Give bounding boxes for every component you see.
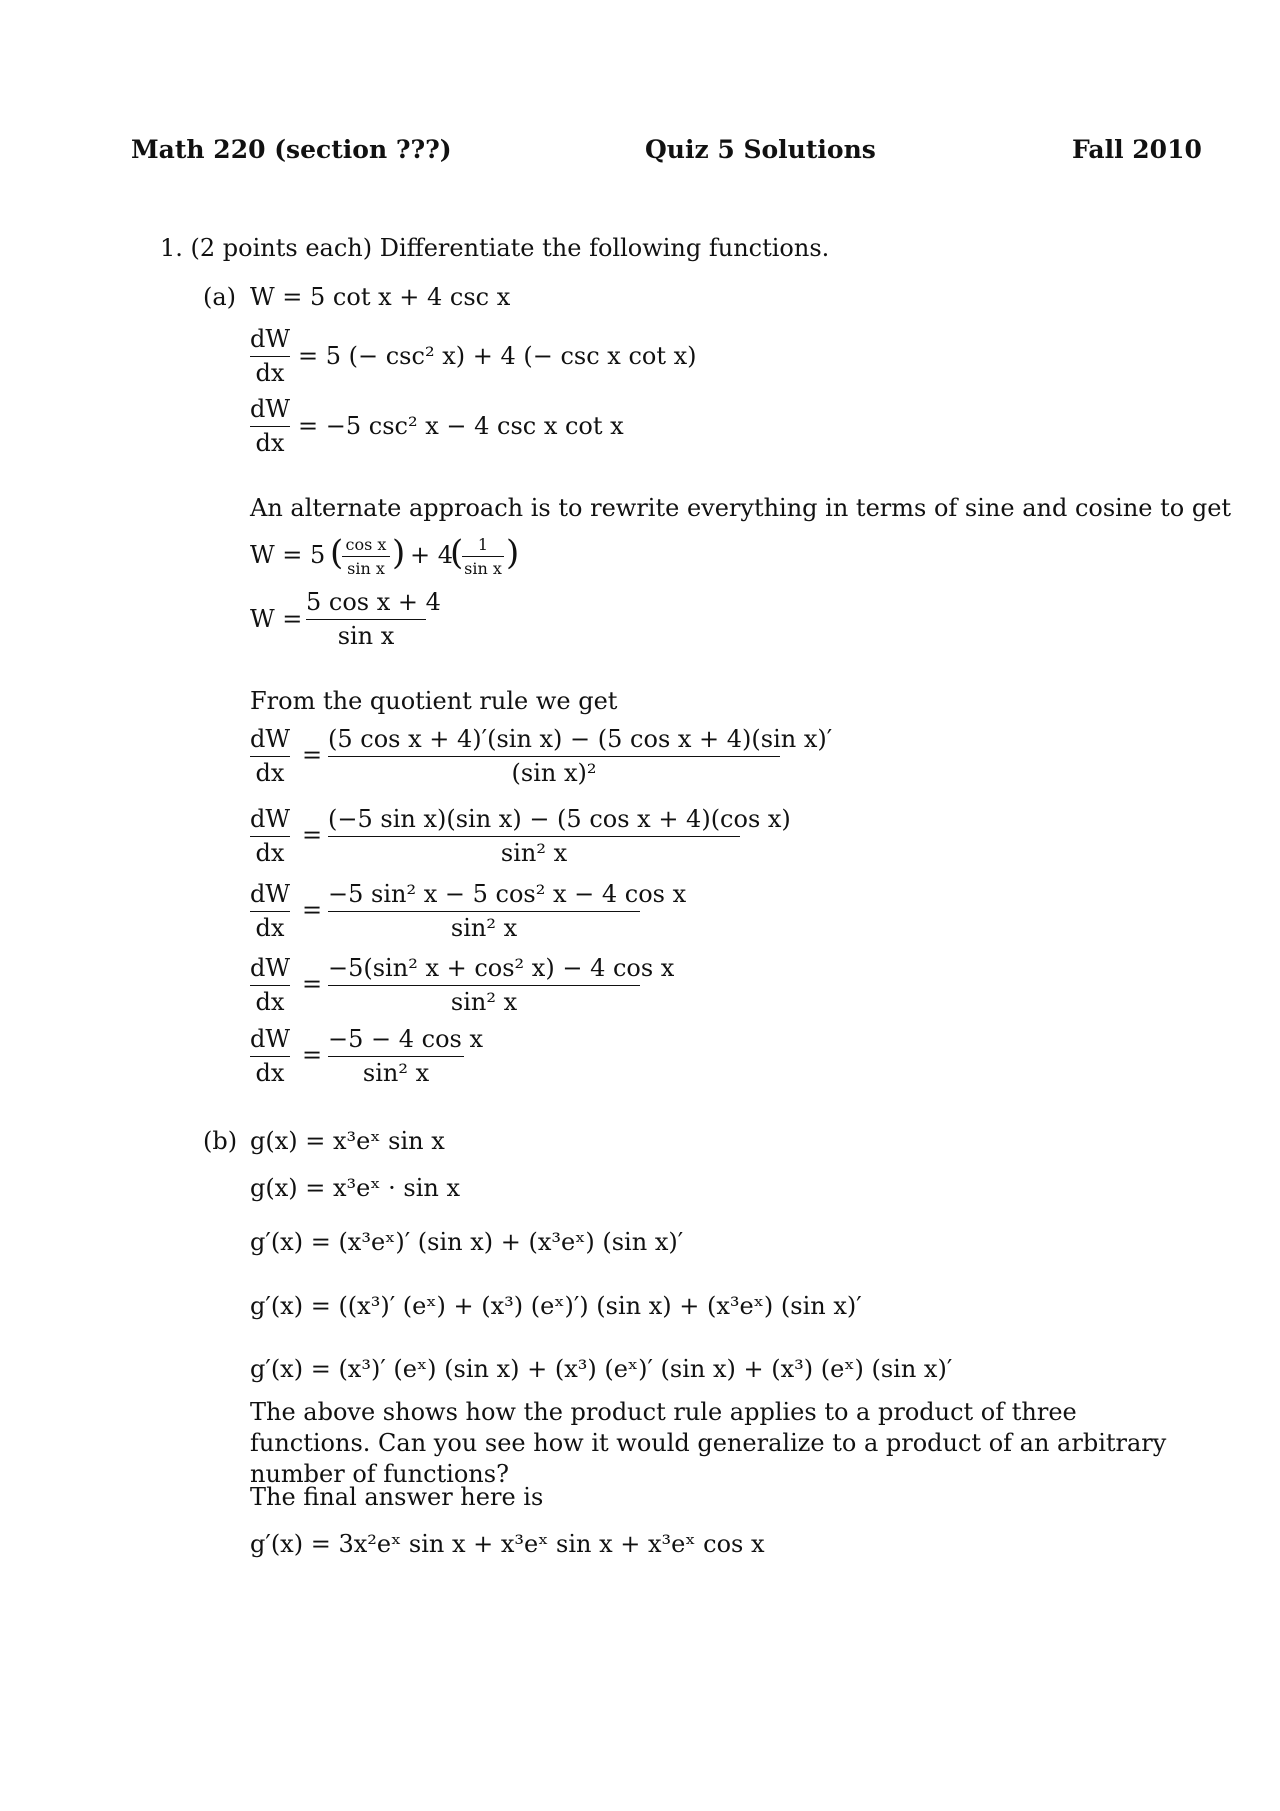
fraction-numerator: (5 cos x + 4)′(sin x) − (5 cos x + 4)(sin x)′ xyxy=(328,725,833,753)
fraction-denominator: dx xyxy=(255,428,285,457)
fraction-denominator: dx xyxy=(255,758,285,787)
paren-close: ) xyxy=(392,533,406,573)
fraction-numerator: −5 − 4 cos x xyxy=(328,1025,484,1053)
part-b-line2: g′(x) = (x³eˣ)′ (sin x) + (x³eˣ) (sin x)′ xyxy=(250,1228,684,1256)
alt-approach-text: An alternate approach is to rewrite everything in terms of sine and cosine to get xyxy=(250,494,1232,522)
fraction-bar xyxy=(250,1056,290,1057)
fraction-numerator: (−5 sin x)(sin x) − (5 cos x + 4)(cos x) xyxy=(328,805,791,833)
fraction-numerator: dW xyxy=(250,395,291,423)
derivative-fraction xyxy=(250,325,290,388)
quotient-step-3 xyxy=(328,880,687,943)
part-b-line1: g(x) = x³eˣ · sin x xyxy=(250,1174,461,1202)
quotient-rule-text: From the quotient rule we get xyxy=(250,687,618,715)
fraction-numerator: dW xyxy=(250,880,291,908)
fraction-numerator: dW xyxy=(250,325,291,353)
derivative-fraction xyxy=(250,395,290,458)
fraction-bar xyxy=(250,985,290,986)
final-answer: g′(x) = 3x²eˣ sin x + x³eˣ sin x + x³eˣ cos x xyxy=(250,1530,765,1558)
fraction-denominator: dx xyxy=(255,358,285,387)
course-label: Math 220 (section ???) xyxy=(131,135,452,164)
term-label: Fall 2010 xyxy=(1072,135,1202,164)
equals-sign: = xyxy=(302,821,323,849)
fraction-numerator: dW xyxy=(250,1025,291,1053)
part-a-statement: W = 5 cot x + 4 csc x xyxy=(250,283,511,311)
equals-sign: = xyxy=(302,896,323,924)
fraction-numerator: dW xyxy=(250,725,291,753)
fraction-denominator: dx xyxy=(255,838,285,867)
derivative-fraction xyxy=(250,880,290,943)
fraction-denominator: sin² x xyxy=(450,913,518,942)
paren-open: ( xyxy=(450,533,464,573)
fraction-denominator: sin² x xyxy=(450,987,518,1016)
alt-eq2-lhs: W = xyxy=(250,605,303,633)
part-a-line2: = −5 csc² x − 4 csc x cot x xyxy=(298,412,624,440)
fraction-numerator: −5 sin² x − 5 cos² x − 4 cos x xyxy=(328,880,687,908)
part-b-line4: g′(x) = (x³)′ (eˣ) (sin x) + (x³) (eˣ)′ (sin x) + (x³) (eˣ) (sin x)′ xyxy=(250,1355,953,1383)
paren-open: ( xyxy=(330,533,344,573)
part-a-line1: = 5 (− csc² x) + 4 (− csc x cot x) xyxy=(298,342,697,370)
fraction-denominator: (sin x)² xyxy=(511,758,597,787)
part-a-label: (a) xyxy=(203,283,237,311)
cot-fraction xyxy=(342,535,390,578)
fraction-bar xyxy=(328,985,640,986)
fraction-bar xyxy=(328,756,780,757)
quotient-step-4 xyxy=(328,954,675,1017)
fraction-bar xyxy=(328,911,640,912)
quotient-step-5 xyxy=(328,1025,484,1088)
fraction-bar xyxy=(306,619,426,620)
alt-eq1-lhs: W = 5 xyxy=(250,541,326,569)
fraction-denominator: dx xyxy=(255,1058,285,1087)
fraction-bar xyxy=(342,556,390,557)
fraction-denominator: dx xyxy=(255,913,285,942)
derivative-fraction xyxy=(250,1025,290,1088)
fraction-denominator: sin x xyxy=(337,621,395,650)
fraction-numerator: 1 xyxy=(477,535,489,554)
part-b-label: (b) xyxy=(203,1127,238,1155)
equals-sign: = xyxy=(302,1041,323,1069)
fraction-denominator: sin² x xyxy=(500,838,568,867)
fraction-denominator: sin² x xyxy=(362,1058,430,1087)
fraction-bar xyxy=(250,911,290,912)
problem-intro: 1. (2 points each) Differentiate the following functions. xyxy=(160,234,830,262)
equals-sign: = xyxy=(302,970,323,998)
fraction-denominator: sin x xyxy=(347,559,385,579)
fraction-numerator: dW xyxy=(250,954,291,982)
fraction-bar xyxy=(328,1056,464,1057)
fraction-numerator: cos x xyxy=(345,535,387,554)
combined-fraction xyxy=(306,588,441,651)
fraction-numerator: 5 cos x + 4 xyxy=(306,588,441,616)
quotient-step-1 xyxy=(328,725,833,788)
quotient-step-2 xyxy=(328,805,791,868)
fraction-bar xyxy=(462,556,504,557)
csc-fraction xyxy=(462,535,504,578)
derivative-fraction xyxy=(250,725,290,788)
derivative-fraction xyxy=(250,954,290,1017)
fraction-numerator: dW xyxy=(250,805,291,833)
fraction-bar xyxy=(250,356,290,357)
equals-sign: = xyxy=(302,741,323,769)
fraction-bar xyxy=(328,836,740,837)
final-answer-text: The final answer here is xyxy=(250,1483,544,1511)
part-b-statement: g(x) = x³eˣ sin x xyxy=(250,1127,445,1155)
fraction-bar xyxy=(250,836,290,837)
product-rule-remark: The above shows how the product rule applies to a product of three functions. Can you see how it would generalize to a product of an arbitrary number of functions? xyxy=(250,1398,1167,1489)
fraction-bar xyxy=(250,426,290,427)
alt-eq1-mid: + 4 xyxy=(410,541,454,569)
page-title: Quiz 5 Solutions xyxy=(645,135,876,164)
fraction-denominator: sin x xyxy=(464,559,502,579)
fraction-numerator: −5(sin² x + cos² x) − 4 cos x xyxy=(328,954,675,982)
derivative-fraction xyxy=(250,805,290,868)
fraction-bar xyxy=(250,756,290,757)
part-b-line3: g′(x) = ((x³)′ (eˣ) + (x³) (eˣ)′) (sin x) + (x³eˣ) (sin x)′ xyxy=(250,1292,862,1320)
paren-close: ) xyxy=(506,533,520,573)
fraction-denominator: dx xyxy=(255,987,285,1016)
